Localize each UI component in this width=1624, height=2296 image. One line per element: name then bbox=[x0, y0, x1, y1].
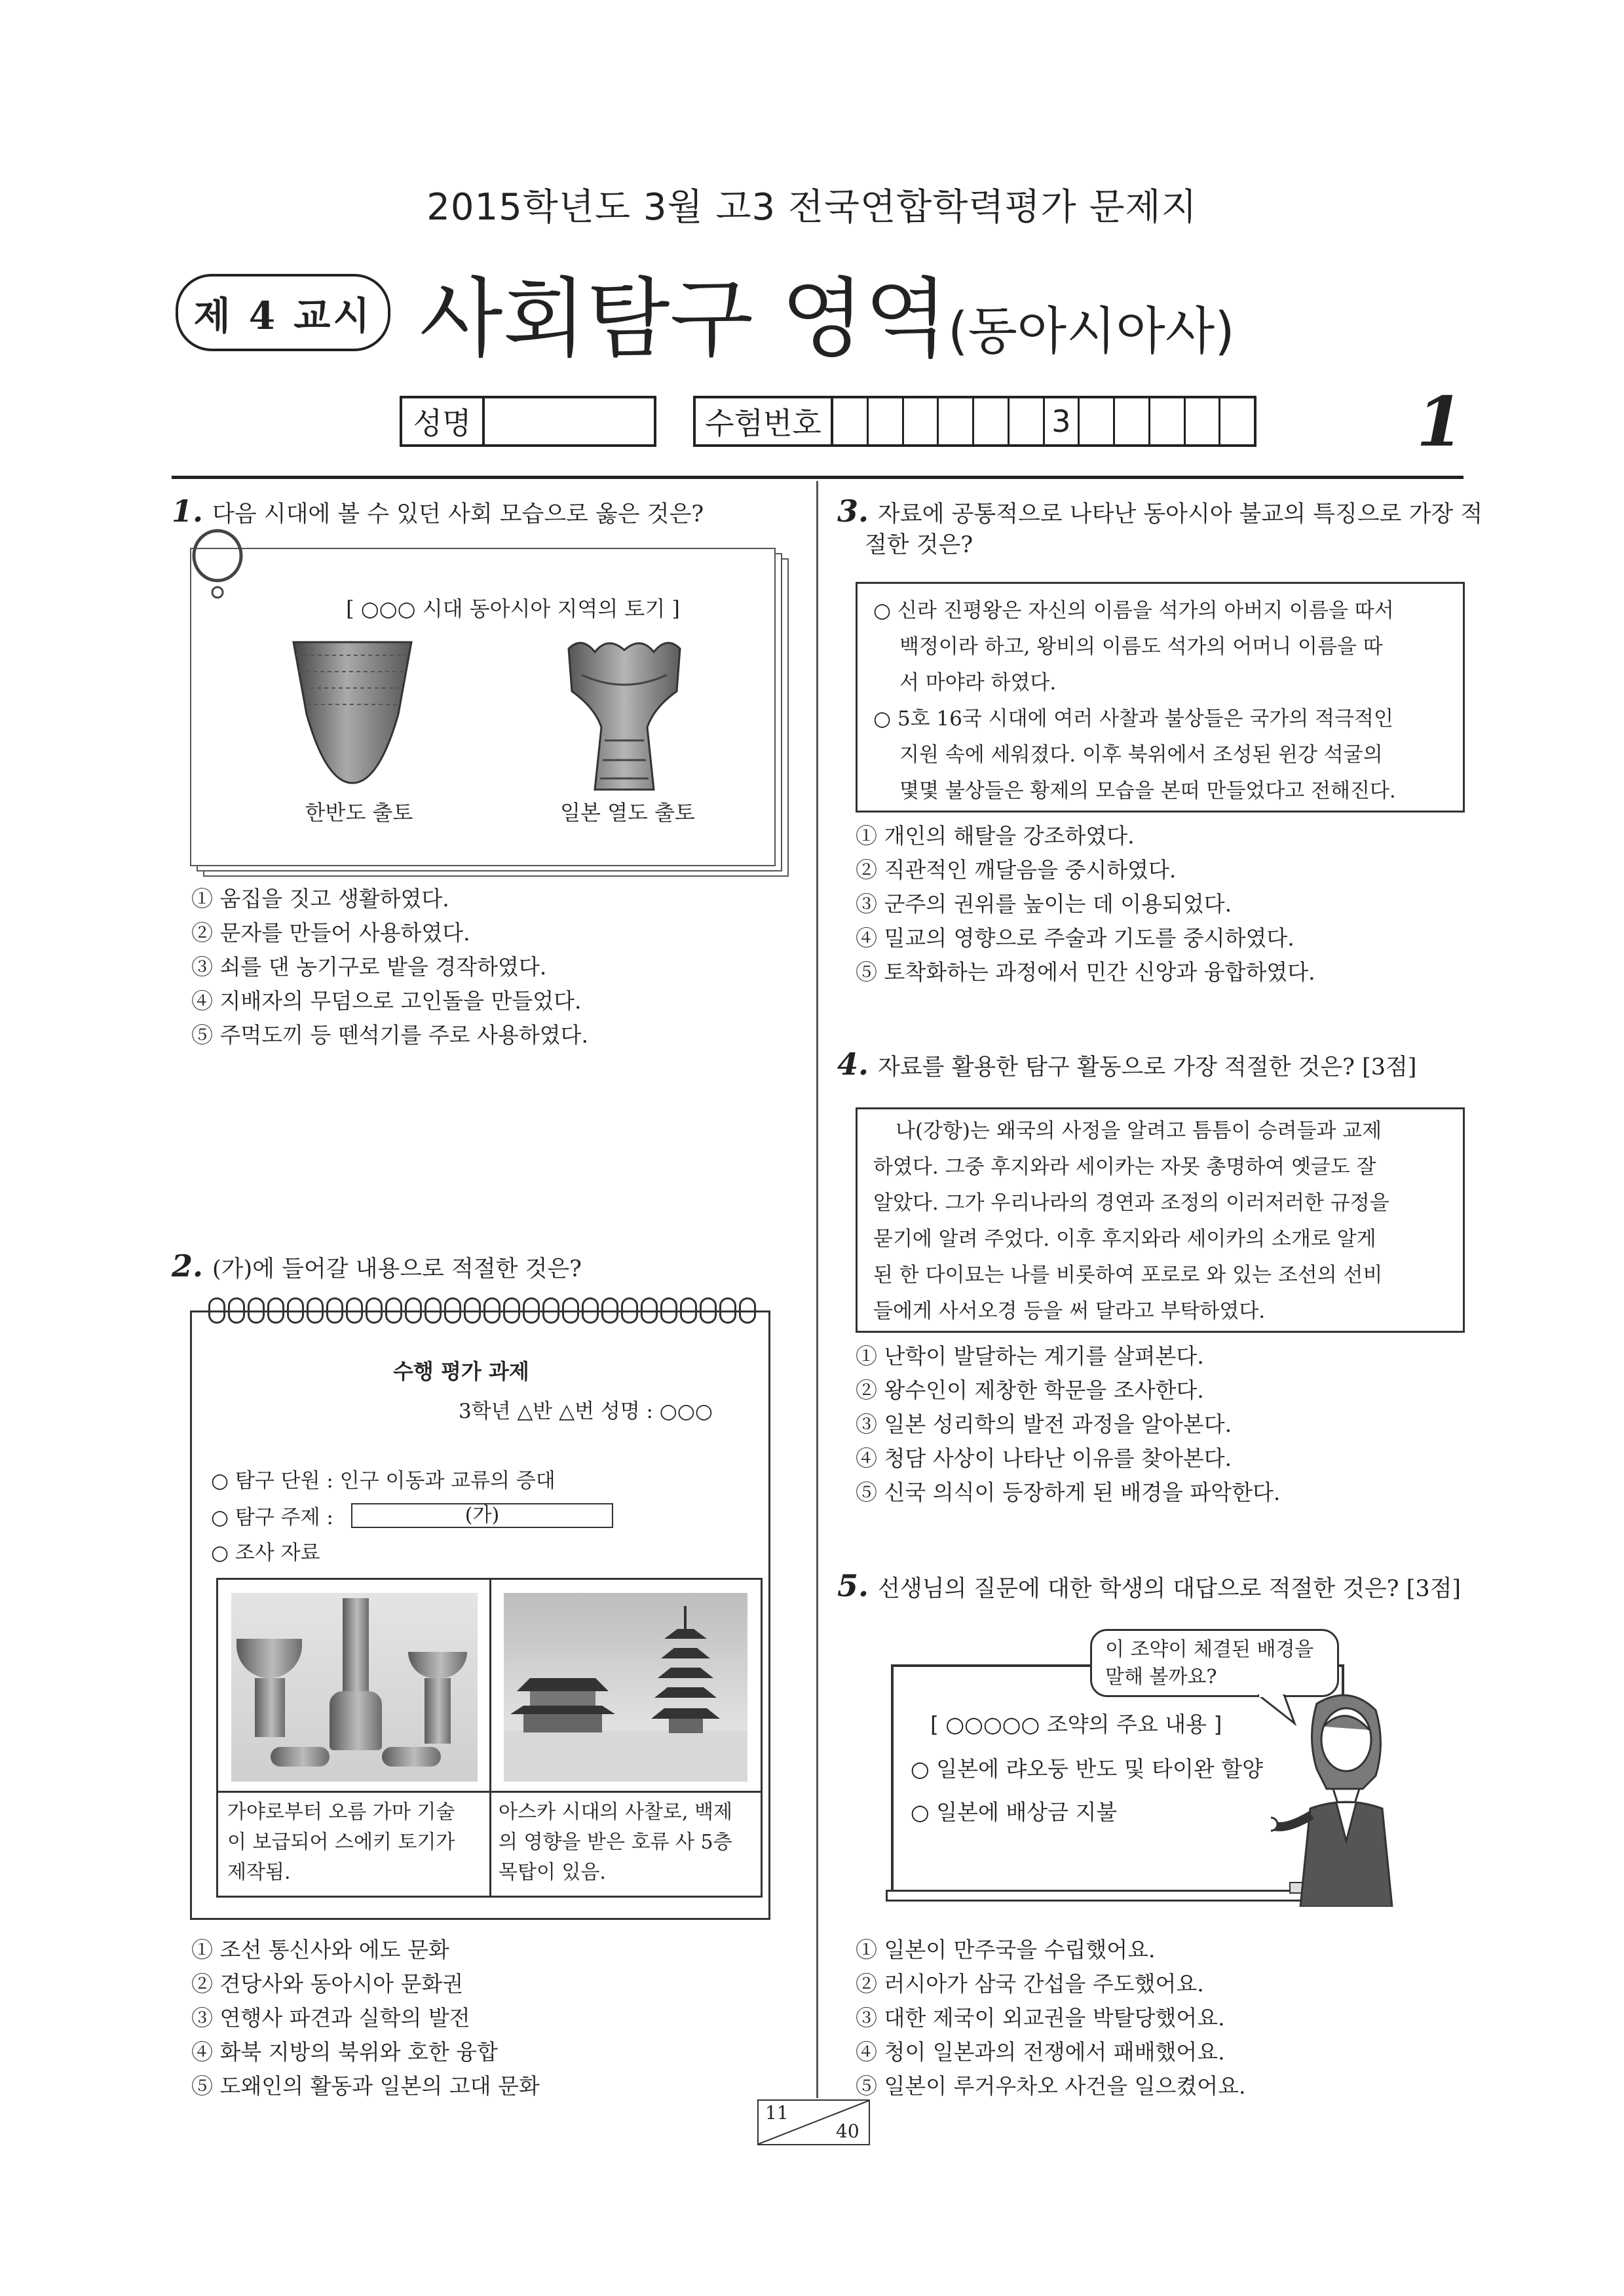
q3-box-line: 지원 속에 세워졌다. 이후 북위에서 조성된 윈강 석굴의 bbox=[899, 743, 1383, 767]
q3-box-line: ○ 5호 16국 시대에 여러 사찰과 불상들은 국가의 적극적인 bbox=[873, 707, 1393, 731]
ring-clip-icon bbox=[189, 524, 248, 616]
q5-option[interactable]: ⑤ 일본이 루거우차오 사건을 일으켰어요. bbox=[856, 2073, 1246, 2099]
q3-option[interactable]: ② 직관적인 깨달음을 중시하였다. bbox=[856, 857, 1177, 883]
q2-topic-blank: (가) bbox=[351, 1503, 613, 1528]
q2-option[interactable]: ① 조선 통신사와 에도 문화 bbox=[191, 1937, 449, 1962]
q2-stem bbox=[172, 1249, 582, 1286]
q3-source-box bbox=[856, 582, 1465, 813]
q2-material-label: ○ 조사 자료 bbox=[211, 1541, 320, 1565]
name-field[interactable] bbox=[485, 398, 654, 444]
q5-option[interactable]: ② 러시아가 삼국 간섭을 주도했어요. bbox=[856, 1971, 1204, 1997]
notebook-rings bbox=[208, 1297, 778, 1326]
q1-caption-left: 한반도 출토 bbox=[305, 800, 413, 825]
q2-material-table bbox=[216, 1578, 763, 1898]
exam-number-cell[interactable] bbox=[833, 398, 869, 444]
q3-options bbox=[856, 819, 1315, 989]
q2-notebook-title: 수행 평가 과제 bbox=[393, 1359, 529, 1384]
q4-options bbox=[856, 1339, 1280, 1510]
q1-card bbox=[189, 524, 791, 878]
q1-option[interactable]: ③ 쇠를 댄 농기구로 밭을 경작하였다. bbox=[191, 954, 547, 980]
q1-options bbox=[191, 882, 588, 1052]
q4-box-line: 된 한 다이묘는 나를 비롯하여 포로로 와 있는 조선의 선비 bbox=[873, 1263, 1383, 1287]
q2-option[interactable]: ④ 화북 지방의 북위와 호한 융합 bbox=[191, 2039, 498, 2065]
q2-number: 2. bbox=[172, 1248, 204, 1284]
q1-option[interactable]: ⑤ 주먹도끼 등 뗀석기를 주로 사용하였다. bbox=[191, 1022, 588, 1048]
page-current: 11 bbox=[765, 2102, 789, 2124]
q4-box-line: 나(강항)는 왜국의 사정을 알려고 틈틈이 승려들과 교제 bbox=[896, 1119, 1382, 1143]
period-badge: 제 4 교시 bbox=[176, 274, 390, 351]
q2-unit-label: ○ 탐구 단원 : 인구 이동과 교류의 증대 bbox=[211, 1469, 556, 1493]
q1-number: 1. bbox=[172, 493, 204, 529]
exam-number-cell[interactable] bbox=[939, 398, 974, 444]
q3-option[interactable]: ⑤ 토착화하는 과정에서 민간 신앙과 융합하였다. bbox=[856, 959, 1315, 985]
exam-number-cell[interactable] bbox=[904, 398, 939, 444]
q5-stem-text: 선생님의 질문에 대한 학생의 대답으로 적절한 것은? [3점] bbox=[878, 1576, 1462, 1602]
q5-number: 5. bbox=[837, 1568, 869, 1603]
exam-number-cell[interactable] bbox=[1115, 398, 1150, 444]
q4-number: 4. bbox=[837, 1046, 869, 1082]
flame-rim-pottery-image bbox=[556, 636, 693, 793]
q2-option[interactable]: ⑤ 도왜인의 활동과 일본의 고대 문화 bbox=[191, 2073, 540, 2099]
exam-number-cell[interactable] bbox=[1150, 398, 1186, 444]
q1-stem-text: 다음 시대에 볼 수 있던 사회 모습으로 옳은 것은? bbox=[212, 501, 704, 527]
q5-board-title: [ ○○○○○ 조약의 주요 내용 ] bbox=[930, 1712, 1222, 1737]
exam-number-cell[interactable] bbox=[1186, 398, 1221, 444]
q4-box-line: 알았다. 그가 우리나라의 경연과 조정의 이러저러한 규정을 bbox=[873, 1191, 1389, 1215]
exam-number-cell[interactable] bbox=[1010, 398, 1045, 444]
q3-option[interactable]: ④ 밀교의 영향으로 주술과 기도를 중시하였다. bbox=[856, 925, 1294, 951]
q5-option[interactable]: ① 일본이 만주국을 수립했어요. bbox=[856, 1937, 1156, 1962]
exam-title: 2015학년도 3월 고3 전국연합학력평가 문제지 bbox=[426, 186, 1198, 229]
q1-option[interactable]: ① 움집을 짓고 생활하였다. bbox=[191, 886, 449, 911]
q5-option[interactable]: ④ 청이 일본과의 전쟁에서 패배했어요. bbox=[856, 2039, 1225, 2065]
teacher-illustration bbox=[1271, 1691, 1422, 1907]
q3-box-line: 몇몇 불상들은 황제의 모습을 본떠 만들었다고 전해진다. bbox=[899, 779, 1396, 803]
q1-card-title: [ ○○○ 시대 동아시아 지역의 토기 ] bbox=[346, 596, 680, 621]
q3-stem bbox=[837, 494, 1482, 531]
q3-box-line: 백정이라 하고, 왕비의 이름도 석가의 어머니 이름을 따 bbox=[899, 635, 1383, 659]
q3-box-line: ○ 신라 진평왕은 자신의 이름을 석가의 아버지 이름을 따서 bbox=[873, 599, 1394, 622]
q2-options bbox=[191, 1933, 540, 2103]
horyuji-temple-photo bbox=[504, 1593, 747, 1782]
q4-box-line: 묻기에 알려 주었다. 이후 후지와라 세이카의 소개로 알게 bbox=[873, 1227, 1376, 1251]
column-divider bbox=[816, 481, 818, 2098]
q1-option[interactable]: ④ 지배자의 무덤으로 고인돌을 만들었다. bbox=[191, 988, 582, 1014]
exam-number-cell[interactable] bbox=[974, 398, 1010, 444]
q1-option[interactable]: ② 문자를 만들어 사용하였다. bbox=[191, 920, 470, 946]
q4-option[interactable]: ⑤ 신국 의식이 등장하게 된 배경을 파악한다. bbox=[856, 1480, 1281, 1505]
exam-number-cell[interactable] bbox=[1220, 398, 1254, 444]
page-number: 1 bbox=[1416, 381, 1464, 462]
q3-number: 3. bbox=[837, 493, 869, 529]
comb-pattern-pottery-image bbox=[287, 636, 418, 786]
q2-option[interactable]: ② 견당사와 동아시아 문화권 bbox=[191, 1971, 464, 1997]
q3-option[interactable]: ③ 군주의 권위를 높이는 데 이용되었다. bbox=[856, 891, 1232, 917]
q3-option[interactable]: ① 개인의 해탈을 강조하였다. bbox=[856, 823, 1135, 849]
q4-stem bbox=[837, 1047, 1416, 1084]
q4-option[interactable]: ① 난학이 발달하는 계기를 살펴본다. bbox=[856, 1343, 1204, 1369]
q2-topic-label: ○ 탐구 주제 : bbox=[211, 1506, 333, 1529]
q4-source-box bbox=[856, 1107, 1465, 1333]
exam-number-cell[interactable]: 3 bbox=[1045, 398, 1080, 444]
q4-box-line: 하였다. 그중 후지와라 세이카는 자못 총명하여 옛글도 잘 bbox=[873, 1155, 1376, 1179]
header-divider bbox=[172, 476, 1463, 479]
sueki-pottery-photo bbox=[231, 1593, 478, 1782]
q2-caption-right: 아스카 시대의 사찰로, 백제 의 영향을 받은 호류 사 5층 목탑이 있음. bbox=[499, 1801, 732, 1884]
q3-box-line: 서 마야라 하였다. bbox=[899, 671, 1057, 695]
subject-main: 사회탐구 영역 bbox=[419, 269, 949, 370]
subject-sub: (동아시아사) bbox=[948, 302, 1235, 361]
q3-stem-line1: 자료에 공통적으로 나타난 동아시아 불교의 특징으로 가장 적 bbox=[878, 501, 1483, 527]
q4-option[interactable]: ④ 청담 사상이 나타난 이유를 찾아본다. bbox=[856, 1445, 1232, 1471]
page-counter bbox=[757, 2099, 870, 2145]
page-total: 40 bbox=[836, 2120, 859, 2142]
q5-stem bbox=[837, 1569, 1461, 1606]
name-field-box bbox=[400, 396, 656, 447]
q2-stem-text: (가)에 들어갈 내용으로 적절한 것은? bbox=[212, 1256, 582, 1282]
q5-option[interactable]: ③ 대한 제국이 외교권을 박탈당했어요. bbox=[856, 2005, 1225, 2031]
q5-options bbox=[856, 1933, 1246, 2103]
exam-number-cell[interactable] bbox=[1080, 398, 1115, 444]
q4-stem-text: 자료를 활용한 탐구 활동으로 가장 적절한 것은? [3점] bbox=[878, 1054, 1417, 1081]
q5-board-line: ○ 일본에 랴오둥 반도 및 타이완 할양 bbox=[911, 1756, 1264, 1782]
name-label: 성명 bbox=[402, 398, 485, 444]
q5-board-line: ○ 일본에 배상금 지불 bbox=[911, 1799, 1118, 1825]
subject-title bbox=[419, 249, 1235, 373]
q2-caption-left: 가야로부터 오름 가마 기술 이 보급되어 스에키 토기가 제작됨. bbox=[227, 1801, 455, 1884]
exam-number-cell[interactable] bbox=[869, 398, 904, 444]
q2-option[interactable]: ③ 연행사 파견과 실학의 발전 bbox=[191, 2005, 470, 2031]
q1-caption-right: 일본 열도 출토 bbox=[560, 800, 695, 825]
q4-option[interactable]: ② 왕수인이 제창한 학문을 조사한다. bbox=[856, 1377, 1204, 1403]
q5-speech-bubble: 이 조약이 체결된 배경을 말해 볼까요? bbox=[1090, 1629, 1339, 1697]
q3-stem-line2: 절한 것은? bbox=[865, 532, 973, 558]
q4-box-line: 들에게 사서오경 등을 써 달라고 부탁하였다. bbox=[873, 1299, 1266, 1323]
q4-option[interactable]: ③ 일본 성리학의 발전 과정을 알아본다. bbox=[856, 1411, 1232, 1437]
exam-number-label: 수험번호 bbox=[696, 398, 833, 444]
exam-number-box bbox=[693, 396, 1256, 447]
q2-student-info: 3학년 △반 △번 성명 : ○○○ bbox=[459, 1400, 713, 1423]
